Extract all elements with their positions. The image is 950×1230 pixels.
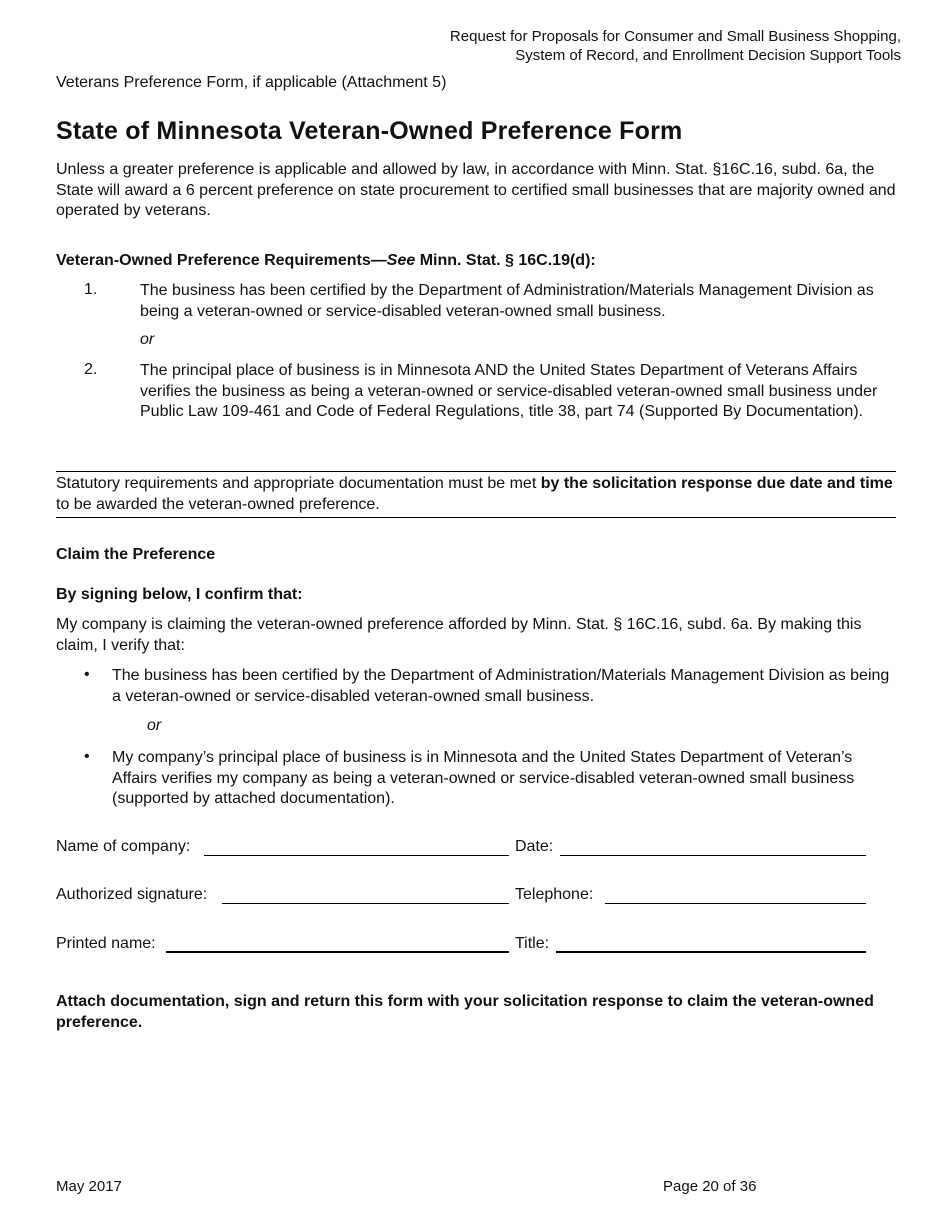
requirement-item-2: The principal place of business is in Minnesota AND the United States Department of Veterans Affairs verifies the business as being a veteran-owned or service-disabled veteran-owned small business under Public Law 109-461 and Code of Federal Regulations, title 38, part 74 (Supported By Documentation).	[140, 362, 878, 420]
header-line-1: Request for Proposals for Consumer and Small Business Shopping,	[449, 28, 901, 45]
claim-paragraph: My company is claiming the veteran-owned preference afforded by Minn. Stat. § 16C.16, subd. 6a. By making this claim, I verify that:	[56, 616, 862, 654]
statutory-notice	[56, 474, 896, 515]
bullet-marker-2: •	[84, 748, 90, 765]
printed-name-field[interactable]	[166, 951, 509, 953]
requirements-or: or	[140, 331, 155, 348]
header-line-2: System of Record, and Enrollment Decision Support Tools	[515, 47, 901, 64]
closing-instruction: Attach documentation, sign and return this form with your solicitation response to claim the veteran-owned preference.	[56, 993, 874, 1031]
footer-page-number: Page 20 of 36	[663, 1178, 757, 1195]
claim-heading: Claim the Preference	[56, 546, 216, 563]
title-field[interactable]	[556, 951, 866, 953]
authorized-signature-label: Authorized signature:	[56, 886, 208, 903]
bullet-item-1: The business has been certified by the Department of Administration/Materials Management Division as being a veteran-owned or service-disabled veteran-owned small business.	[112, 667, 890, 705]
authorized-signature-field[interactable]	[222, 903, 509, 904]
requirements-heading-see: See	[386, 252, 416, 269]
company-name-label: Name of company:	[56, 838, 191, 855]
confirm-heading: By signing below, I confirm that:	[56, 586, 303, 603]
date-label: Date:	[515, 838, 554, 855]
page-title: State of Minnesota Veteran-Owned Preference Form	[56, 117, 683, 145]
telephone-field[interactable]	[605, 903, 866, 904]
title-label: Title:	[515, 935, 550, 952]
statutory-part-1: Statutory requirements and appropriate documentation must be met	[56, 475, 541, 492]
requirement-number-1: 1.	[84, 281, 98, 298]
requirements-heading-part-c: Minn. Stat. § 16C.19(d):	[415, 252, 596, 269]
requirement-number-2: 2.	[84, 361, 98, 378]
divider-bottom	[56, 517, 896, 518]
requirements-heading	[56, 251, 896, 272]
statutory-part-3: to be awarded the veteran-owned preference.	[56, 495, 380, 513]
bullets-or: or	[147, 717, 162, 734]
divider-top	[56, 471, 896, 472]
statutory-deadline: by the solicitation response due date and time	[540, 475, 893, 492]
company-name-field[interactable]	[204, 855, 509, 856]
bullet-marker-1: •	[84, 666, 90, 683]
running-header	[450, 27, 901, 65]
footer-date: May 2017	[56, 1178, 122, 1195]
printed-name-label: Printed name:	[56, 935, 156, 952]
telephone-label: Telephone:	[515, 886, 594, 903]
requirements-heading-part-a: Veteran-Owned Preference Requirements—	[56, 252, 387, 269]
attachment-label: Veterans Preference Form, if applicable (Attachment 5)	[56, 74, 447, 91]
bullet-item-2: My company’s principal place of business is in Minnesota and the United States Department of Veteran’s Affairs verifies my company as being a veteran-owned or service-disabled veteran-owned small business (supported by attached documentation).	[112, 749, 855, 807]
intro-paragraph: Unless a greater preference is applicable and allowed by law, in accordance with Minn. Stat. §16C.16, subd. 6a, the State will award a 6 percent preference on state procurement to certified small businesses that are majority owned and operated by veterans.	[56, 161, 896, 219]
requirement-item-1: The business has been certified by the Department of Administration/Materials Management Division as being a veteran-owned or service-disabled veteran-owned small business.	[140, 282, 874, 320]
date-field[interactable]	[560, 855, 866, 856]
